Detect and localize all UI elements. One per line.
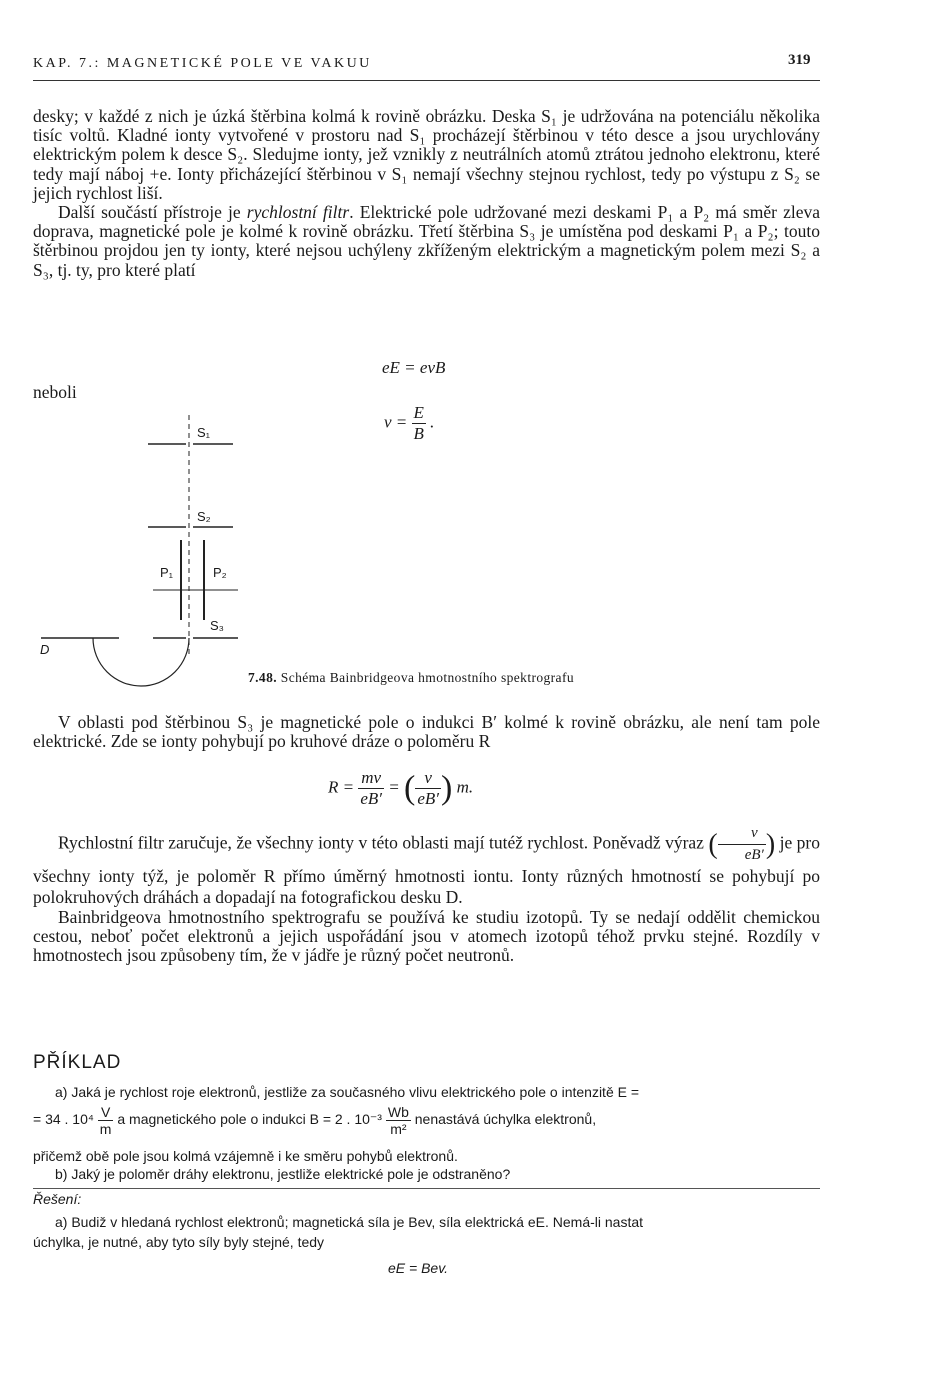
example-question-a-values: = 34 . 10⁴ $\frac{V}{m}$ a magnetického pole o indukci B = 2 . 10⁻³ $\frac{Wb}{\text{m²}}$ nenastává úchylka elektronů, [33,1104,597,1137]
label-d: D [40,642,50,657]
solution-line-2: úchylka, je nutné, aby tyto síly byly stejné, tedy [33,1234,325,1250]
header-rule [33,80,820,81]
example-question-b: b) Jaký je poloměr dráhy elektronu, jestliže elektrické pole je odstraněno? [55,1166,511,1182]
paragraph-velocity-filter: Rychlostní filtr zaručuje, že všechny ionty v této oblasti mají tutéž rychlost. Poněvadž výraz ( $\frac{v}{eB'}$ ) je pro všechny ionty týž, je poloměr R přímo úměrný hmotnosti iontu. Ionty různých hmotností se pohybují po polokruhových dráhách a dopadají na fotografickou desku D. Bainbridgeova hmotnostního spektrografu se používá ke studiu izotopů. Ty se nedají oddělit chemickou cestou, neboť počet elektronů a jejich uspořádání jsou v atomech izotopů téhož prvku stejné. Rozdíly v hmotnostech jsou způsobeny tím, že v jádře je různý počet neutronů. [33,825,820,966]
text-block-top [33,107,820,280]
label-s3: S₃ [210,618,224,633]
spectrograph-diagram [33,410,248,695]
equation-velocity: v = $\frac{E}{B}$ . [384,403,435,443]
paragraph-circular-path: V oblasti pod štěrbinou S₃ je magnetické pole o indukci B′ kolmé k rovině obrázku, ale není tam pole elektrické. Zde se ionty pohybují po kruhové dráze o poloměru R [33,712,820,752]
example-question-a-end: přičemž obě pole jsou kolmá vzájemně i ke směru pohybů elektronů. [33,1148,458,1164]
page-number: 319 [788,52,811,68]
figure-caption: 7.48. Schéma Bainbridgeova hmotnostního spektrografu [248,670,574,685]
solution-line-1: a) Budiž v hledaná rychlost elektronů; magnetická síla je Bev, síla elektrická eE. Nemá-li nastat [55,1214,644,1230]
word-neboli: neboli [33,382,77,402]
equation-force-balance: eE = evB [382,358,446,377]
equation-radius: R = $\frac{mv}{eB'}$ = ( $\frac{v}{eB'}$ ) m. [328,768,474,808]
solution-label: Řešení: [33,1191,82,1207]
label-s2: S₂ [197,509,211,524]
label-s1: S₁ [197,425,211,440]
example-heading: PŘÍKLAD [33,1052,122,1073]
paragraph-isotopes: Bainbridgeova hmotnostního spektrografu se používá ke studiu izotopů. Ty se nedají oddělit chemickou cestou, neboť počet elektronů a jejich uspořádání jsou v atomech izotopů téhož prvku stejné. Rozdíly v hmotnostech jsou způsobeny tím, že v jádře je různý počet neutronů. [33,907,820,966]
paragraph-plates: desky; v každé z nich je úzká štěrbina kolmá k rovině obrázku. Deska S₁ je udržována na potenciálu několika tisíc voltů. Kladné ionty vytvořené v prostoru nad S₁ procházejí štěrbinou v této desce a jsou urychlovány elektrickým polem k desce S₂. Sledujme ionty, jež vznikly z neutrálních atomů ztrátou jednoho elektronu, které tedy mají náboj +e. Ionty přicházející štěrbinou v S₁ nemají všechny stejnou rychlost, tedy po výstupu z S₂ se jejich rychlost liší. [33,106,820,203]
solution-equation: eE = Bev. [388,1260,449,1276]
label-p2: P₂ [213,565,227,580]
label-p1: P₁ [160,565,174,580]
running-header: KAP. 7.: MAGNETICKÉ POLE VE VAKUU [33,56,372,71]
solution-divider [33,1188,820,1189]
example-question-a: a) Jaká je rychlost roje elektronů, jestliže za současného vlivu elektrického pole o intenzitě E = [55,1084,640,1100]
paragraph-filter: Další součástí přístroje je rychlostní filtr. Elektrické pole udržované mezi deskami P₁ a P₂ má směr zleva doprava, magnetické pole je kolmé k rovině obrázku. Třetí štěrbina S₃ je umístěna pod deskami P₁ a P₂; touto štěrbinou projdou jen ty ionty, které nejsou uchýleny zkříženým elektrickým a magnetickým polem mezi S₂ a S₃, tj. ty, pro které platí [33,202,820,280]
